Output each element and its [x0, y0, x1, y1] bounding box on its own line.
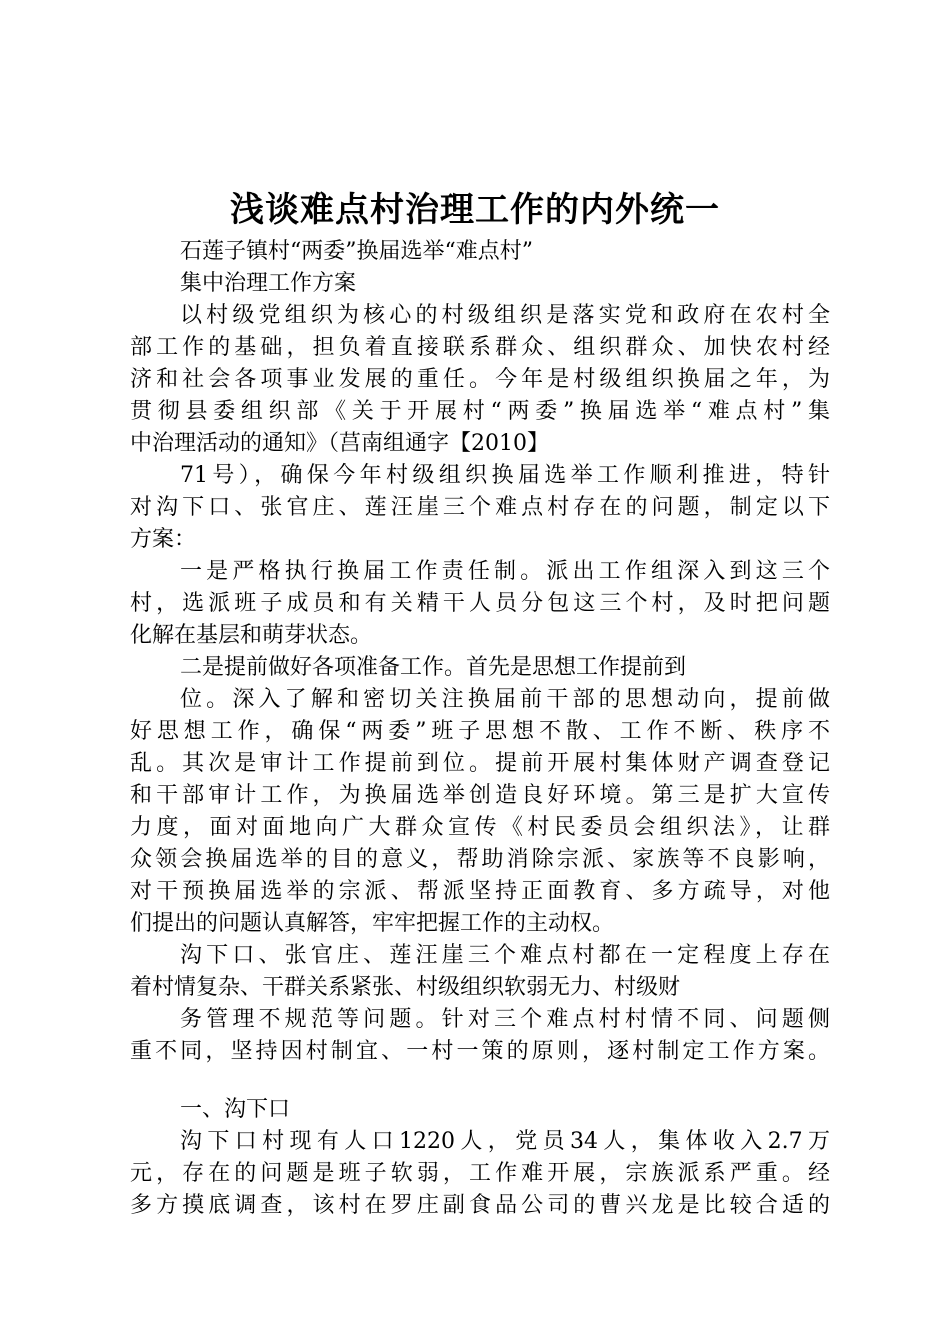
text-line: 以村级党组织为核心的村级组织是落实党和政府在农村全: [180, 303, 830, 328]
text-line: 乱。其次是审计工作提前到位。提前开展村集体财产调查登记: [130, 751, 830, 776]
text-line: 二是提前做好各项准备工作。首先是思想工作提前到: [180, 655, 687, 680]
text-line: 一是严格执行换届工作责任制。派出工作组深入到这三个: [180, 559, 830, 584]
text-line: 们提出的问题认真解答，牢牢把握工作的主动权。: [130, 911, 615, 936]
text-line: 对干预换届选举的宗派、帮派坚持正面教育、多方疏导，对他: [130, 879, 830, 904]
document-title: 浅谈难点村治理工作的内外统一: [230, 190, 720, 230]
text-line: 村，选派班子成员和有关精干人员分包这三个村，及时把问题: [130, 591, 830, 616]
text-line: 集中治理工作方案: [180, 271, 357, 296]
text-line: 化解在基层和萌芽状态。: [130, 623, 373, 648]
paragraph-gap: [130, 1068, 830, 1094]
text-line: 沟下口、张官庄、莲汪崖三个难点村都在一定程度上存在: [180, 943, 830, 968]
text-line: 济和社会各项事业发展的重任。今年是村级组织换届之年，为: [130, 367, 830, 392]
text-line: 71号），确保今年村级组织换届选举工作顺利推进，特针: [180, 463, 830, 488]
text-line: 中治理活动的通知》（莒南组通字【2010】: [130, 431, 549, 456]
text-line: 贯彻县委组织部《关于开展村“两委”换届选举“难点村”集: [130, 399, 830, 424]
text-line: 和干部审计工作，为换届选举创造良好环境。第三是扩大宣传: [130, 783, 830, 808]
text-line: 着村情复杂、干群关系紧张、村级组织软弱无力、村级财: [130, 975, 681, 1000]
text-line: 元，存在的问题是班子软弱，工作难开展，宗族派系严重。经: [130, 1161, 830, 1186]
text-line: 务管理不规范等问题。针对三个难点村村情不同、问题侧: [180, 1007, 830, 1032]
text-line: 石莲子镇村“两委”换届选举“难点村”: [180, 239, 533, 264]
text-line: 部工作的基础，担负着直接联系群众、组织群众、加快农村经: [130, 335, 830, 360]
text-line: 位。深入了解和密切关注换届前干部的思想动向，提前做: [180, 687, 830, 712]
text-line: 多方摸底调查，该村在罗庄副食品公司的曹兴龙是比较合适的: [130, 1193, 830, 1218]
text-line: 方案：: [130, 527, 197, 552]
text-line: 沟下口村现有人口1220人，党员34人，集体收入2.7万: [180, 1129, 830, 1154]
text-line: 一、沟下口: [180, 1097, 291, 1122]
text-line: 好思想工作，确保“两委”班子思想不散、工作不断、秩序不: [130, 719, 830, 744]
document-body: [130, 236, 830, 1222]
text-line: 对沟下口、张官庄、莲汪崖三个难点村存在的问题，制定以下: [130, 495, 830, 520]
text-line: 重不同，坚持因村制宜、一村一策的原则，逐村制定工作方案。: [130, 1039, 830, 1064]
text-line: 力度，面对面地向广大群众宣传《村民委员会组织法》，让群: [130, 815, 830, 840]
text-line: 众领会换届选举的目的意义，帮助消除宗派、家族等不良影响，: [130, 847, 830, 872]
